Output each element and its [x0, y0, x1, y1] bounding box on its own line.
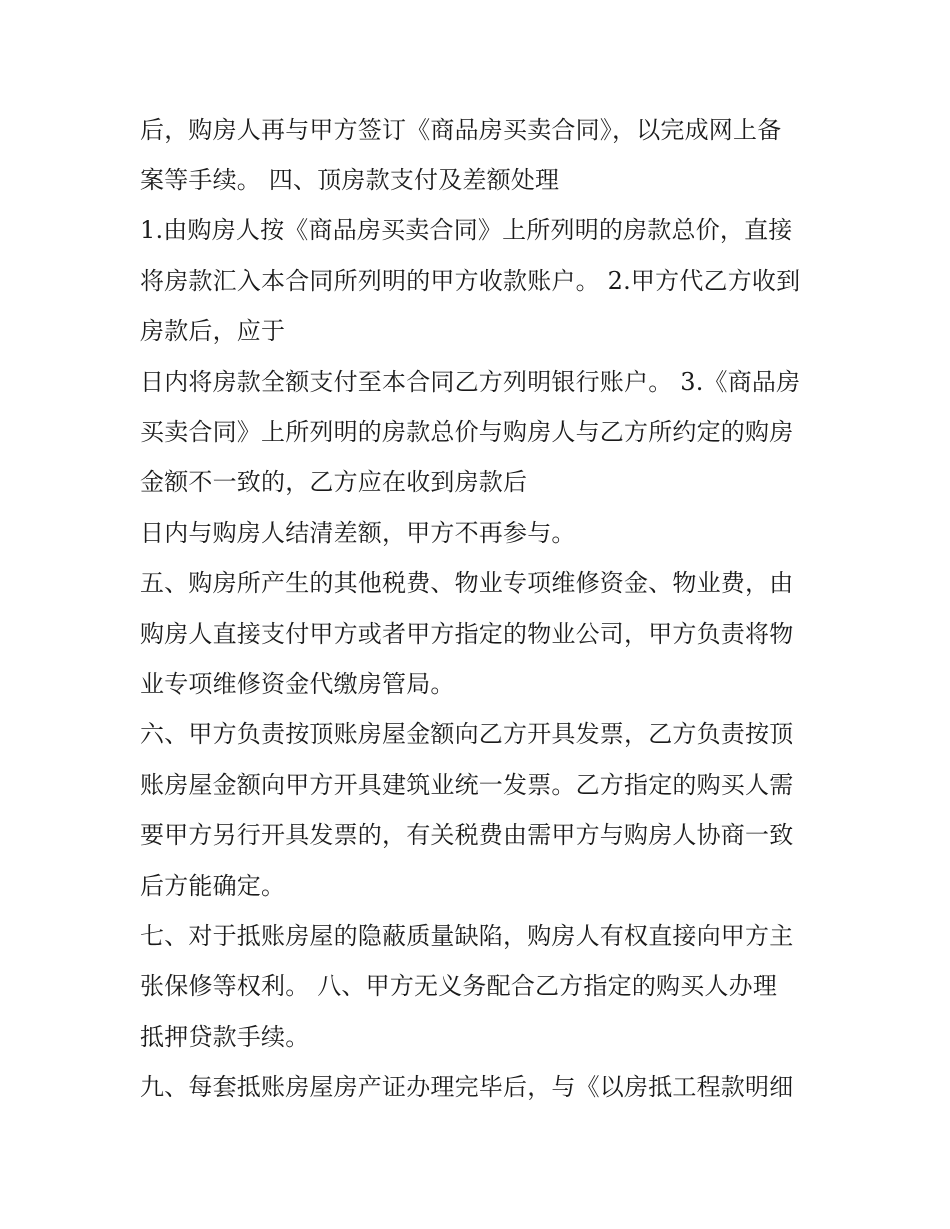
text-line: 日内与购房人结清差额，甲方不再参与。	[140, 519, 576, 547]
text-line: 要甲方另行开具发票的，有关税费由需甲方与购房人协商一致	[140, 821, 794, 849]
text-line: 日内将房款全额支付至本合同乙方列明银行账户。 3.《商品房	[140, 368, 801, 396]
text-line: 九、每套抵账房屋房产证办理完毕后，与《以房抵工程款明细	[140, 1073, 794, 1101]
text-line: 金额不一致的，乙方应在收到房款后	[140, 468, 528, 496]
text-line: 五、购房所产生的其他税费、物业专项维修资金、物业费，由	[140, 569, 794, 597]
text-line: 买卖合同》上所列明的房款总价与购房人与乙方所约定的购房	[140, 418, 794, 446]
text-line: 后，购房人再与甲方签订《商品房买卖合同》，以完成网上备	[140, 116, 782, 144]
text-line: 账房屋金额向甲方开具建筑业统一发票。乙方指定的购买人需	[140, 771, 794, 799]
text-line: 张保修等权利。 八、甲方无义务配合乙方指定的购买人办理	[140, 972, 778, 1000]
text-line: 案等手续。 四、顶房款支付及差额处理	[140, 166, 560, 194]
text-line: 将房款汇入本合同所列明的甲方收款账户。 2.甲方代乙方收到	[140, 267, 801, 295]
text-line: 业专项维修资金代缴房管局。	[140, 670, 455, 698]
text-line: 抵押贷款手续。	[140, 1023, 310, 1051]
text-line: 七、对于抵账房屋的隐蔽质量缺陷，购房人有权直接向甲方主	[140, 922, 794, 950]
text-line: 六、甲方负责按顶账房屋金额向乙方开具发票，乙方负责按顶	[140, 720, 794, 748]
text-line: 购房人直接支付甲方或者甲方指定的物业公司，甲方负责将物	[140, 620, 794, 648]
text-line: 房款后，应于	[140, 317, 286, 345]
text-line: 1.由购房人按《商品房买卖合同》上所列明的房款总价，直接	[140, 216, 793, 244]
text-line: 后方能确定。	[140, 872, 286, 900]
